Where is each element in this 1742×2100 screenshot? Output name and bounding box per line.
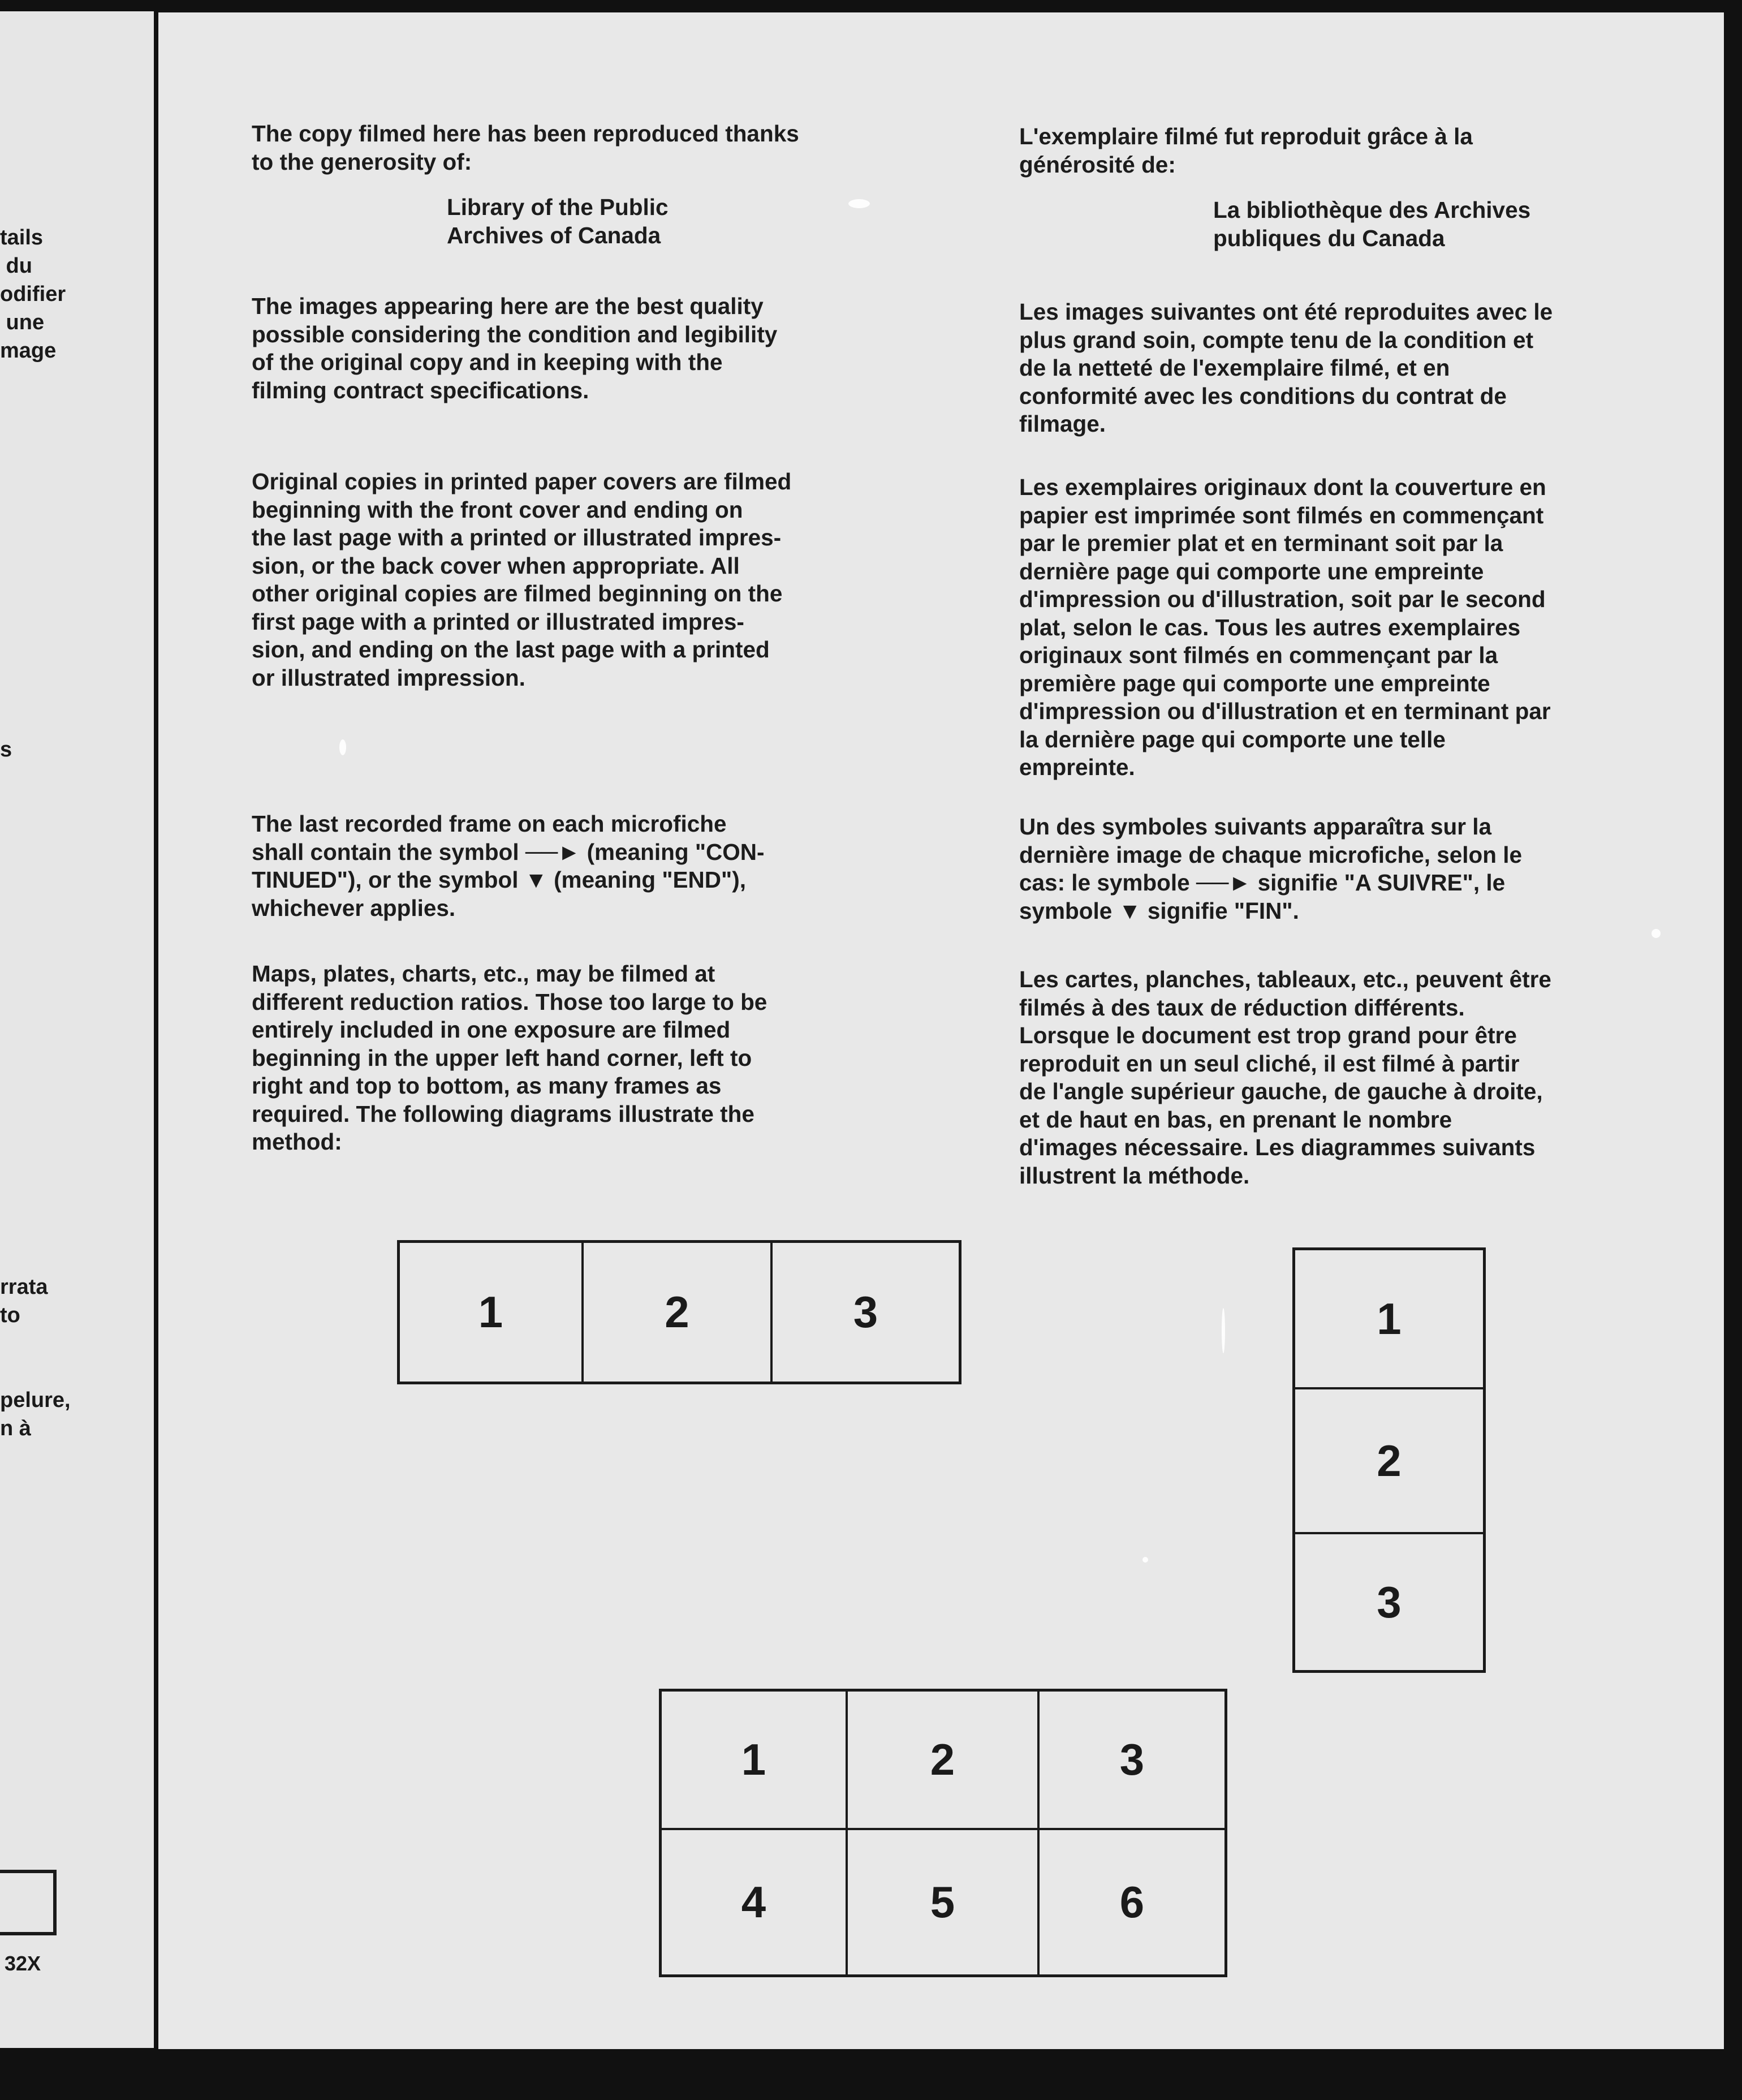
margin-fragment: to — [0, 1303, 20, 1327]
french-symbol-paragraph: Un des symboles suivants apparaîtra sur la dernière image de chaque microfiche, selon le cas: le symbole ──► signifie "A SUIVRE", le symbole ▼ signifie "FIN". — [1019, 814, 1523, 924]
reduction-label: 32X — [5, 1952, 41, 1975]
diagram-cell: 3 — [1040, 1692, 1224, 1830]
diagram-cell: 6 — [1119, 1877, 1145, 1927]
diagram-cell: 1 — [400, 1243, 584, 1382]
vertical-frame-diagram — [1292, 1247, 1486, 1673]
adjacent-page-strip — [0, 11, 154, 2048]
french-covers-paragraph: Les exemplaires originaux dont la couverture en papier est imprimée sont filmés en commençant par le premier plat et en terminant soit par la dernière page qui comporte une empreinte d'impression ou d'illustration, soit par le second plat, selon le cas. Tous les autres exemplaires originaux sont filmés en commençant par la première page qui comporte une empreinte d'impression ou d'illustration et en terminant par la dernière page qui comporte une telle empreinte. — [1019, 474, 1551, 780]
dust-speck — [848, 199, 870, 208]
diagram-cell: 4 — [662, 1830, 848, 1974]
diagram-cell: 5 — [848, 1830, 1040, 1974]
margin-fragment: pelure, — [0, 1388, 71, 1412]
dust-speck — [1222, 1308, 1225, 1353]
diagram-cell: 1 — [1295, 1250, 1483, 1389]
margin-fragment: tails — [0, 226, 44, 249]
diagram-cell: 2 — [848, 1692, 1040, 1830]
english-library-name: Library of the Public Archives of Canada — [447, 194, 669, 248]
diagram-cell: 3 — [1377, 1577, 1402, 1627]
margin-fragment: mage — [0, 339, 57, 363]
reduction-box — [0, 1870, 57, 1935]
margin-fragment: n à — [0, 1417, 31, 1440]
english-quality-paragraph: The images appearing here are the best quality possible considering the condition and legibility of the original copy and in keeping with the filming contract specifications. — [252, 293, 778, 403]
french-library-name: La bibliothèque des Archives publiques du Canada — [1213, 197, 1531, 251]
dust-speck — [1142, 1557, 1148, 1563]
english-maps-paragraph: Maps, plates, charts, etc., may be filmed at different reduction ratios. Those too large to be entirely included in one exposure are filmed beginning in the upper left hand corner, left to right and top to bottom, as many frames as required. The following diagrams illustrate the method: — [252, 961, 767, 1155]
dust-speck — [339, 739, 346, 755]
margin-fragment: s — [0, 738, 12, 761]
french-quality-paragraph: Les images suivantes ont été reproduites avec le plus grand soin, compte tenu de la condition et de la netteté de l'exemplaire filmé, et en conformité avec les conditions du contrat de filmage. — [1019, 299, 1553, 437]
diagram-cell: 2 — [584, 1243, 773, 1382]
english-symbol-paragraph: The last recorded frame on each microfiche shall contain the symbol ──► (meaning "CON- TINUED"), or the symbol ▼ (meaning "END"), whichever applies. — [252, 811, 765, 921]
margin-fragment: rrata — [0, 1275, 48, 1299]
horizontal-frame-diagram — [397, 1240, 961, 1384]
margin-fragment: une — [0, 311, 45, 334]
microfiche-target-page — [158, 12, 1724, 2049]
diagram-cell: 2 — [1295, 1389, 1483, 1534]
diagram-cell: 3 — [853, 1287, 878, 1337]
english-intro: The copy filmed here has been reproduced thanks to the generosity of: — [252, 121, 799, 175]
margin-fragment: odifier — [0, 282, 66, 306]
french-maps-paragraph: Les cartes, planches, tableaux, etc., peuvent être filmés à des taux de réduction différents. Lorsque le document est trop grand pour être reproduit en un seul cliché, il est filmé à partir de l'angle supérieur gauche, de gauche à droite, et de haut en bas, en prenant le nombre d'images nécessaire. Les diagrammes suivants illustrent la méthode. — [1019, 966, 1551, 1189]
margin-fragment: du — [0, 254, 32, 278]
grid-frame-diagram — [659, 1689, 1227, 1977]
diagram-cell: 1 — [662, 1692, 848, 1830]
dust-speck — [1652, 929, 1661, 938]
french-intro: L'exemplaire filmé fut reproduit grâce à la générosité de: — [1019, 123, 1473, 178]
english-covers-paragraph: Original copies in printed paper covers are filmed beginning with the front cover and ending on the last page with a printed or illustrated impres- sion, or the back cover when appropriate. All other original copies are filmed beginning on the first page with a printed or illustrated impres- sion, and ending on the last page with a printed or illustrated impression. — [252, 468, 792, 691]
